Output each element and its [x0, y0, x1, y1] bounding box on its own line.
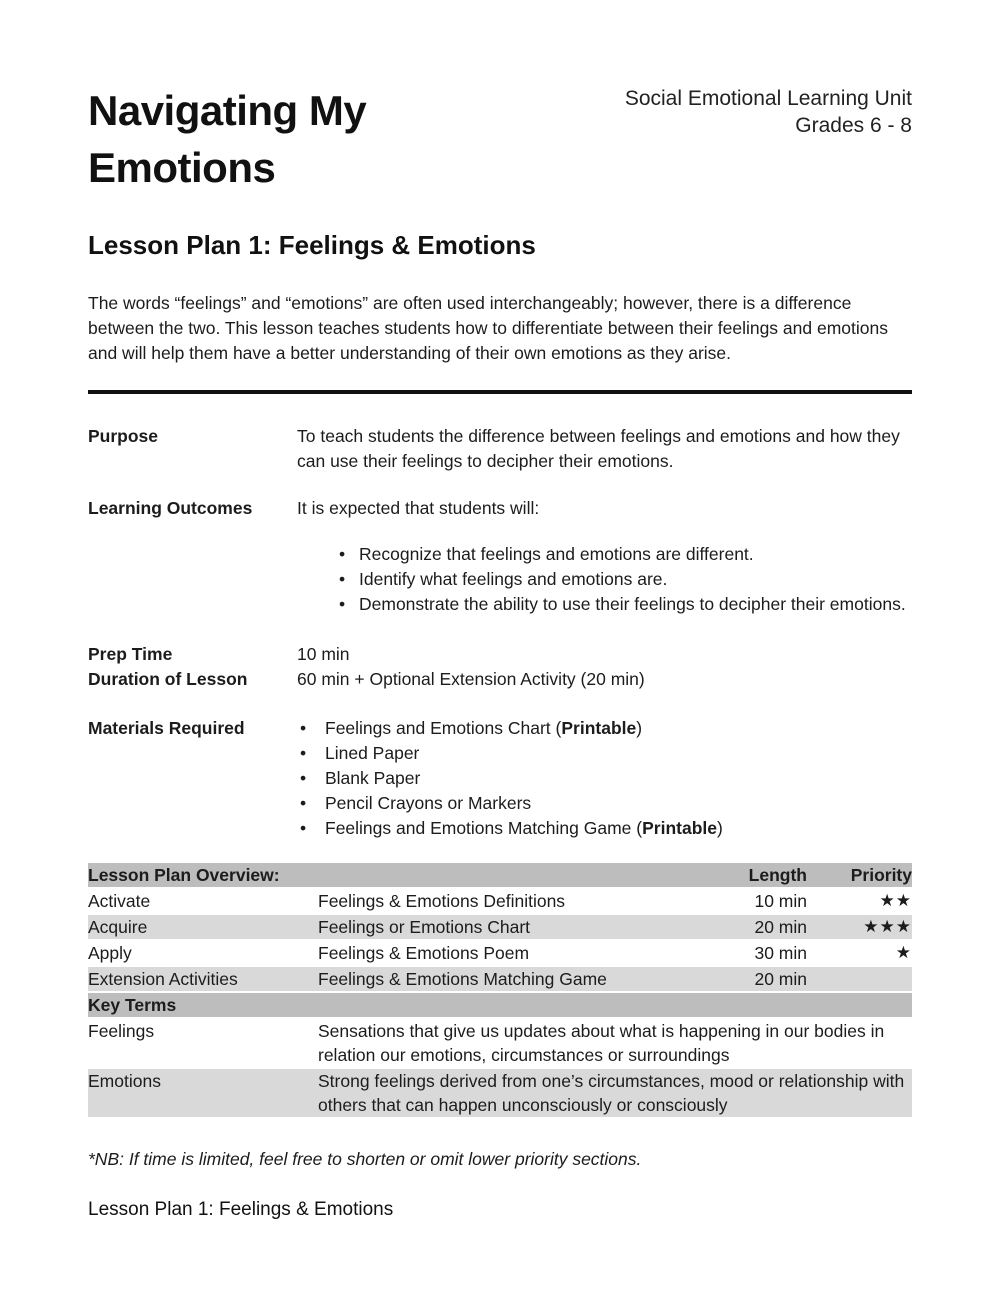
priority-header: Priority	[807, 863, 912, 889]
outcome-item: • Identify what feelings and emotions are.	[297, 567, 912, 592]
priority-stars: ★★	[807, 889, 912, 915]
length-cell: 20 min	[702, 967, 807, 993]
unit-info	[625, 82, 912, 140]
overview-header-row	[88, 863, 912, 889]
length-cell: 20 min	[702, 915, 807, 941]
priority-stars: ★★★	[807, 915, 912, 941]
phase-cell: Extension Activities	[88, 967, 318, 993]
section-divider	[88, 390, 912, 394]
lesson-intro: The words “feelings” and “emotions” are often used interchangeably; however, there is a difference between the two. This lesson teaches students how to differentiate between their feelings and emotions and will help them have a better understanding of their own emotions as they arise.	[88, 293, 888, 364]
phase-cell: Acquire	[88, 915, 318, 941]
page-footer-label: Lesson Plan 1: Feelings & Emotions	[88, 1199, 394, 1221]
material-item: • Pencil Crayons or Markers	[297, 791, 912, 816]
materials-row	[88, 716, 912, 841]
materials-list	[297, 716, 912, 841]
material-item: • Feelings and Emotions Chart (Printable)	[297, 716, 912, 741]
prep-time-value: 10 min	[297, 644, 350, 665]
activity-cell: Feelings & Emotions Poem	[318, 941, 702, 967]
duration-label: Duration of Lesson	[88, 669, 248, 690]
outcome-item: • Recognize that feelings and emotions are different.	[297, 542, 912, 567]
term-cell: Emotions	[88, 1069, 318, 1119]
length-cell: 30 min	[702, 941, 807, 967]
duration-row	[88, 667, 912, 692]
material-item: • Feelings and Emotions Matching Game (Printable)	[297, 816, 912, 841]
activity-cell: Feelings & Emotions Matching Game	[318, 967, 702, 993]
term-cell: Feelings	[88, 1019, 318, 1069]
table-row	[88, 941, 912, 967]
priority-stars: ★	[807, 941, 912, 967]
table-row	[88, 915, 912, 941]
definition-cell: Strong feelings derived from one’s circumstances, mood or relationship with others that can happen unconsciously or consciously	[318, 1069, 912, 1119]
outcomes-content	[297, 496, 912, 617]
nb-note: *NB: If time is limited, feel free to shorten or omit lower priority sections.	[88, 1149, 642, 1170]
length-header: Length	[702, 863, 807, 889]
prep-time-label: Prep Time	[88, 644, 173, 665]
materials-label: Materials Required	[88, 718, 245, 739]
purpose-label: Purpose	[88, 426, 159, 447]
outcome-item: • Demonstrate the ability to use their feelings to decipher their emotions.	[297, 592, 912, 617]
phase-cell: Apply	[88, 941, 318, 967]
phase-cell: Activate	[88, 889, 318, 915]
lesson-details	[88, 424, 912, 841]
activity-cell: Feelings or Emotions Chart	[318, 915, 702, 941]
activity-cell: Feelings & Emotions Definitions	[318, 889, 702, 915]
materials-content	[297, 716, 912, 841]
document-title: Navigating My Emotions	[88, 87, 367, 192]
material-item: • Lined Paper	[297, 741, 912, 766]
outcomes-label: Learning Outcomes	[88, 498, 253, 519]
outcomes-intro: It is expected that students will:	[297, 498, 540, 519]
length-cell: 10 min	[702, 889, 807, 915]
key-terms-header-row	[88, 993, 912, 1019]
purpose-row	[88, 424, 912, 474]
outcomes-list	[297, 542, 912, 617]
grade-range: Grades 6 - 8	[795, 114, 912, 138]
key-term-row	[88, 1069, 912, 1119]
prep-time-row	[88, 642, 912, 667]
overview-title: Lesson Plan Overview:	[88, 863, 702, 889]
duration-value: 60 min + Optional Extension Activity (20 min)	[297, 669, 645, 690]
definition-cell: Sensations that give us updates about what is happening in our bodies in relation our emotions, circumstances or surroundings	[318, 1019, 912, 1069]
document-header	[88, 82, 912, 196]
learning-outcomes-row	[88, 496, 912, 617]
table-row	[88, 967, 912, 993]
key-terms-title: Key Terms	[88, 993, 912, 1019]
priority-stars	[807, 967, 912, 993]
lesson-overview-table	[88, 863, 912, 1119]
lesson-heading: Lesson Plan 1: Feelings & Emotions	[88, 230, 536, 261]
table-row	[88, 889, 912, 915]
unit-name: Social Emotional Learning Unit	[624, 87, 912, 110]
key-term-row	[88, 1019, 912, 1069]
material-item: • Blank Paper	[297, 766, 912, 791]
purpose-text: To teach students the difference between feelings and emotions and how they can use their feelings to decipher their emotions.	[297, 426, 900, 472]
